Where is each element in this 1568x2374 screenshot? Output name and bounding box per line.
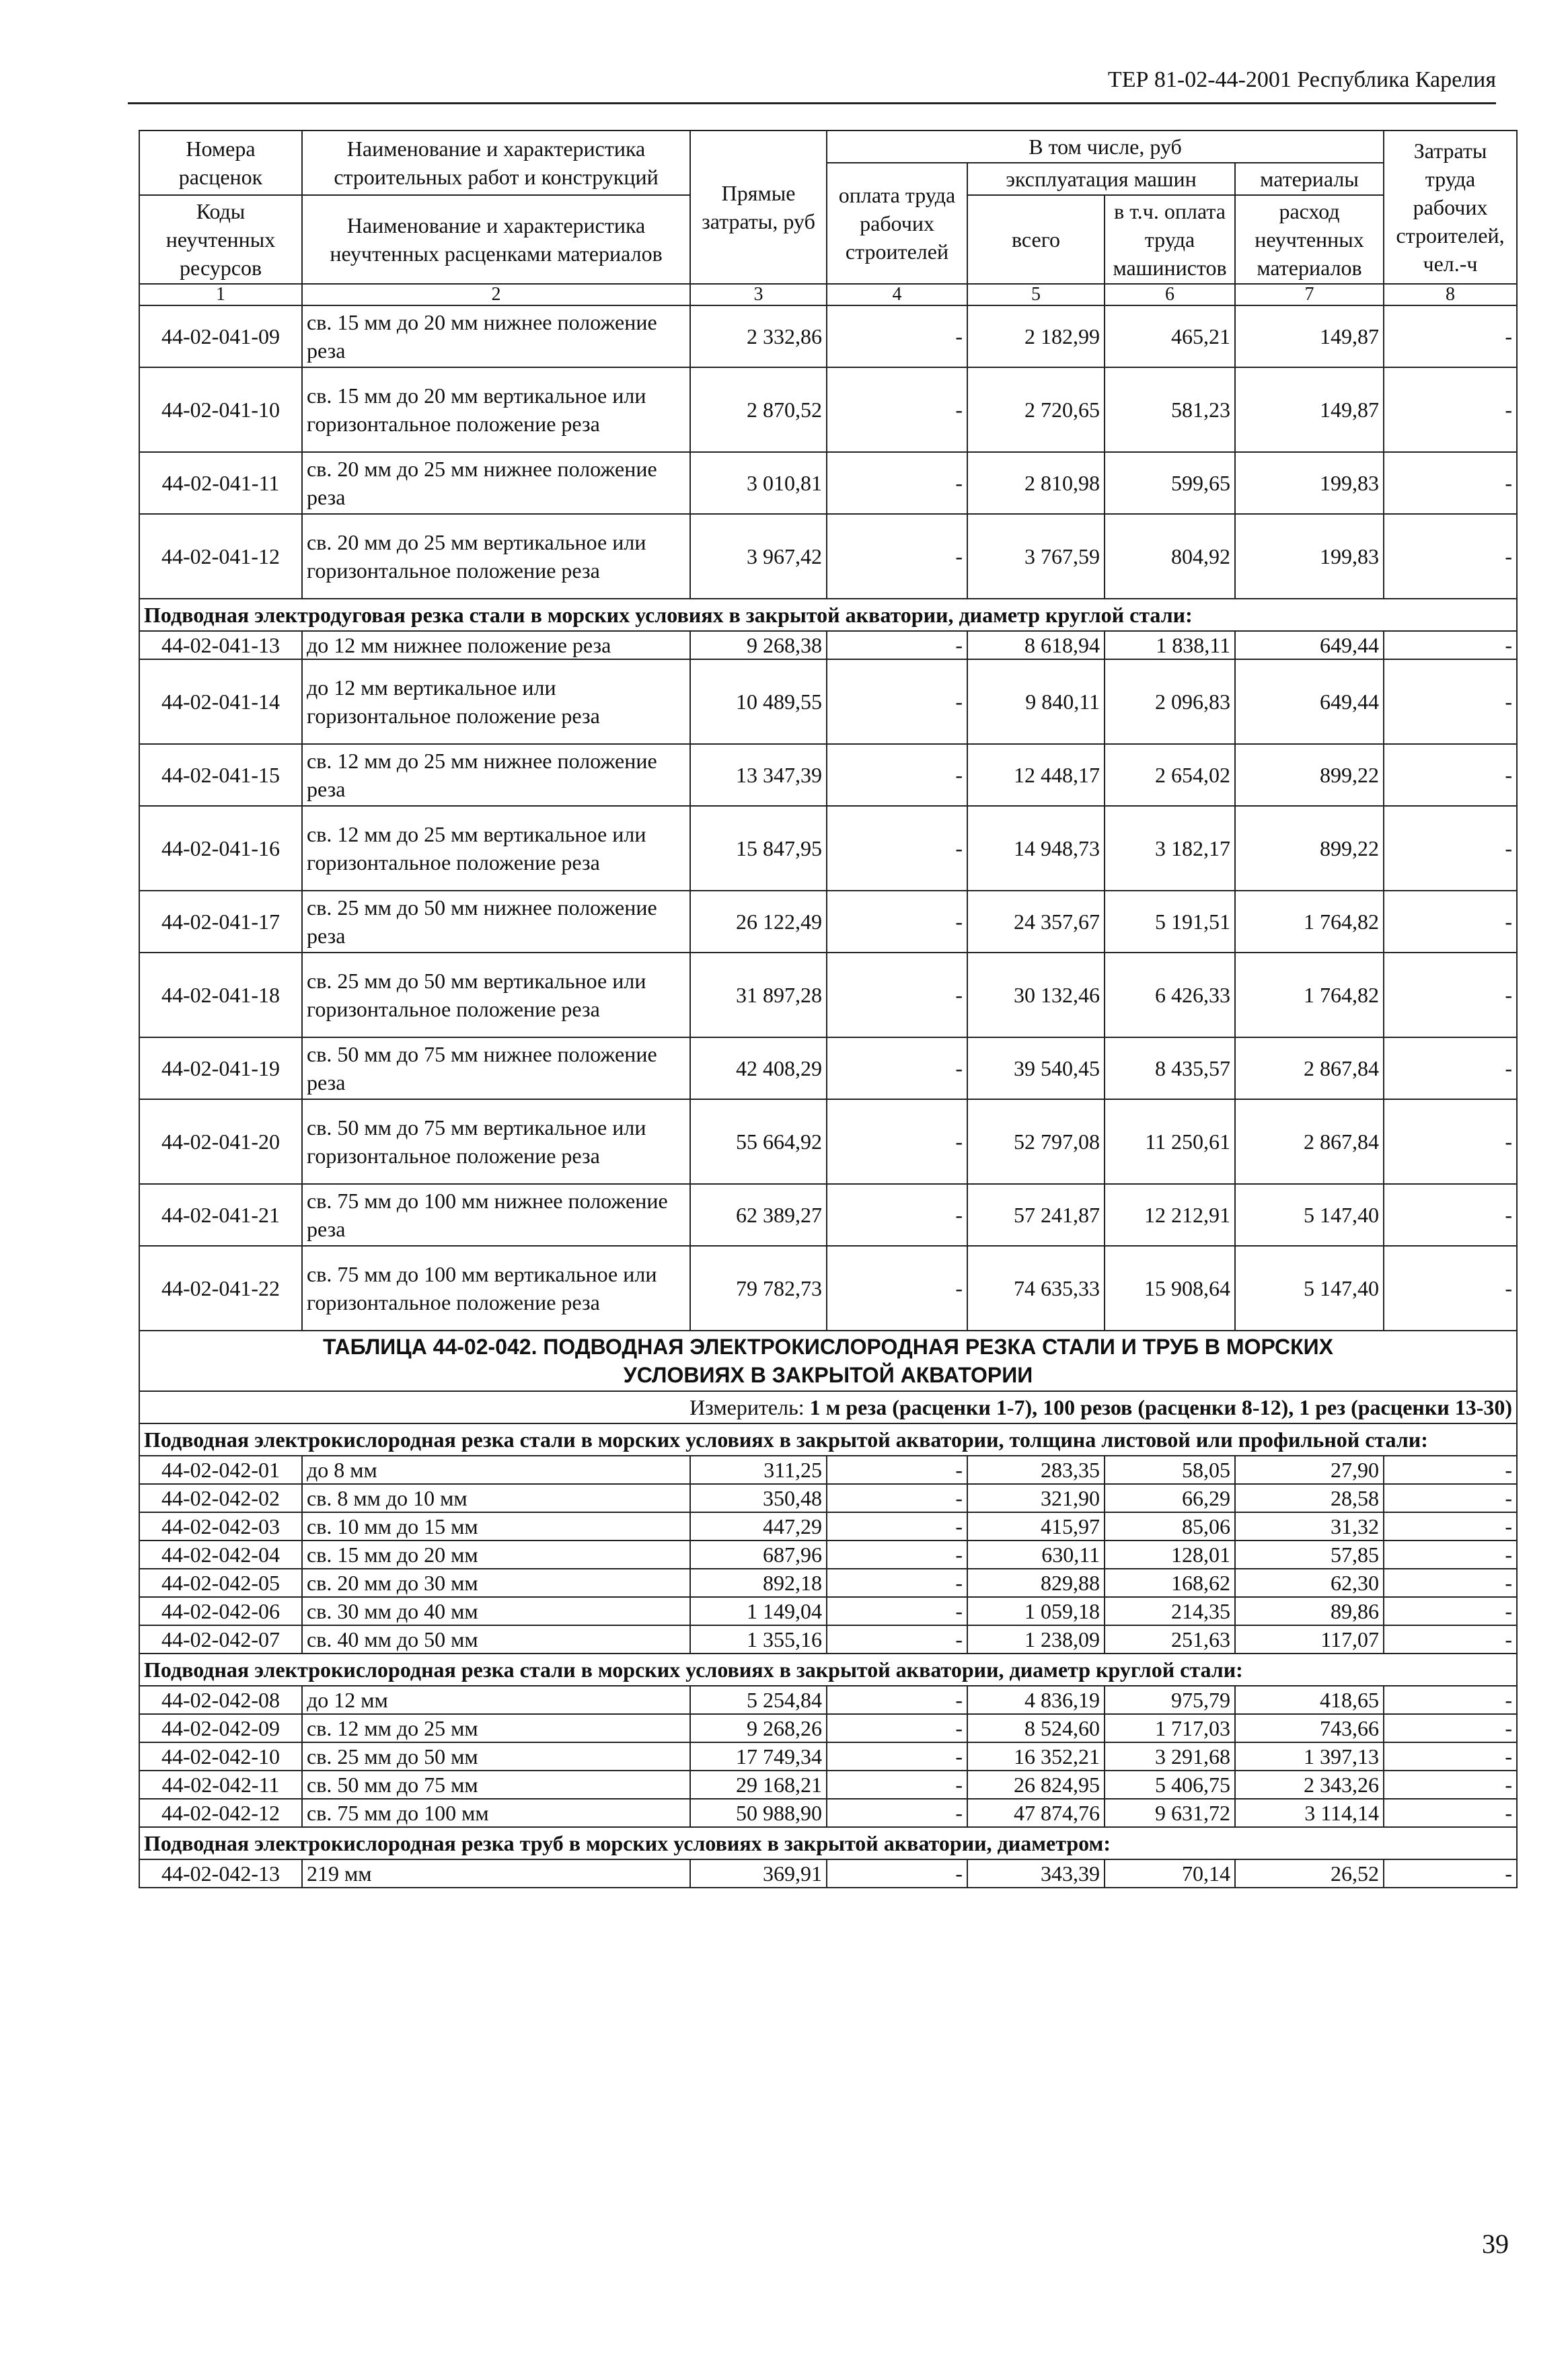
rate-code: 44-02-042-08: [139, 1686, 302, 1714]
direct-costs: 29 168,21: [690, 1771, 827, 1799]
table-row: [139, 1541, 1517, 1569]
header-rule: [128, 102, 1496, 104]
rate-code: 44-02-041-22: [139, 1246, 302, 1331]
col-header-operators-wages: в т.ч. оплата труда машинистов: [1105, 195, 1235, 284]
table-row: [139, 806, 1517, 891]
work-description: св. 75 мм до 100 мм нижнее положение реза: [302, 1184, 690, 1246]
table-title: [139, 1331, 1517, 1391]
labor-wages: -: [827, 806, 967, 891]
labor-hours: -: [1384, 1184, 1517, 1246]
work-description: св. 50 мм до 75 мм нижнее положение реза: [302, 1037, 690, 1099]
operator-wages: 70,14: [1105, 1859, 1235, 1888]
rate-code: 44-02-041-15: [139, 744, 302, 806]
direct-costs: 2 870,52: [690, 367, 827, 452]
col-number: 6: [1105, 284, 1235, 305]
table-row: [139, 367, 1517, 452]
col-header-in-total: В том числе, руб: [827, 131, 1384, 163]
col-header-labor-hours: Затраты труда рабочих строителей, чел.-ч: [1384, 131, 1517, 284]
direct-costs: 31 897,28: [690, 953, 827, 1037]
table-row: [139, 891, 1517, 953]
direct-costs: 17 749,34: [690, 1742, 827, 1771]
machine-costs: 47 874,76: [967, 1799, 1105, 1827]
table-row: [139, 1597, 1517, 1625]
operator-wages: 2 096,83: [1105, 659, 1235, 744]
material-costs: 899,22: [1235, 744, 1384, 806]
work-description: св. 25 мм до 50 мм вертикальное или горизонтальное положение реза: [302, 953, 690, 1037]
machine-costs: 3 767,59: [967, 514, 1105, 599]
material-costs: 2 867,84: [1235, 1099, 1384, 1184]
rate-code: 44-02-042-02: [139, 1484, 302, 1512]
rate-code: 44-02-042-11: [139, 1771, 302, 1799]
work-description: до 12 мм нижнее положение реза: [302, 631, 690, 659]
work-description: до 8 мм: [302, 1456, 690, 1484]
labor-hours: -: [1384, 1569, 1517, 1597]
table-row: [139, 1569, 1517, 1597]
table-row: [139, 631, 1517, 659]
material-costs: 27,90: [1235, 1456, 1384, 1484]
labor-wages: -: [827, 1184, 967, 1246]
col-number: 8: [1384, 284, 1517, 305]
machine-costs: 24 357,67: [967, 891, 1105, 953]
operator-wages: 8 435,57: [1105, 1037, 1235, 1099]
labor-hours: -: [1384, 1246, 1517, 1331]
direct-costs: 62 389,27: [690, 1184, 827, 1246]
col-number: 5: [967, 284, 1105, 305]
material-costs: 743,66: [1235, 1714, 1384, 1742]
labor-wages: -: [827, 1456, 967, 1484]
labor-hours: -: [1384, 1512, 1517, 1541]
rate-code: 44-02-041-20: [139, 1099, 302, 1184]
material-costs: 5 147,40: [1235, 1184, 1384, 1246]
operator-wages: 3 291,68: [1105, 1742, 1235, 1771]
labor-hours: -: [1384, 1037, 1517, 1099]
table-row: [139, 514, 1517, 599]
operator-wages: 251,63: [1105, 1625, 1235, 1654]
direct-costs: 5 254,84: [690, 1686, 827, 1714]
labor-wages: -: [827, 1625, 967, 1654]
material-costs: 117,07: [1235, 1625, 1384, 1654]
operator-wages: 804,92: [1105, 514, 1235, 599]
section-row: [139, 1423, 1517, 1456]
col-header-labor-wages: оплата труда рабочих строителей: [827, 163, 967, 284]
operator-wages: 465,21: [1105, 305, 1235, 367]
labor-wages: -: [827, 659, 967, 744]
col-header-materials: материалы: [1235, 163, 1384, 195]
direct-costs: 350,48: [690, 1484, 827, 1512]
direct-costs: 687,96: [690, 1541, 827, 1569]
table-row: [139, 1246, 1517, 1331]
material-costs: 199,83: [1235, 514, 1384, 599]
col-header-resource-code: Коды неучтенных ресурсов: [139, 195, 302, 284]
table-row: [139, 1859, 1517, 1888]
labor-wages: -: [827, 1799, 967, 1827]
table-row: [139, 953, 1517, 1037]
labor-hours: -: [1384, 1686, 1517, 1714]
rate-code: 44-02-042-05: [139, 1569, 302, 1597]
labor-wages: -: [827, 1859, 967, 1888]
machine-costs: 52 797,08: [967, 1099, 1105, 1184]
direct-costs: 9 268,26: [690, 1714, 827, 1742]
operator-wages: 214,35: [1105, 1597, 1235, 1625]
table-row: [139, 1686, 1517, 1714]
work-description: св. 30 мм до 40 мм: [302, 1597, 690, 1625]
labor-hours: -: [1384, 953, 1517, 1037]
material-costs: 149,87: [1235, 367, 1384, 452]
labor-wages: -: [827, 953, 967, 1037]
operator-wages: 12 212,91: [1105, 1184, 1235, 1246]
measure-value: 1 м реза (расценки 1-7), 100 резов (расценки 8-12), 1 рез (расценки 13-30): [809, 1395, 1513, 1419]
direct-costs: 3 010,81: [690, 452, 827, 514]
material-costs: 89,86: [1235, 1597, 1384, 1625]
operator-wages: 58,05: [1105, 1456, 1235, 1484]
work-description: св. 12 мм до 25 мм вертикальное или горизонтальное положение реза: [302, 806, 690, 891]
rate-code: 44-02-041-21: [139, 1184, 302, 1246]
measure-label: Измеритель:: [689, 1395, 810, 1419]
rate-code: 44-02-041-18: [139, 953, 302, 1037]
col-header-machines: эксплуатация машин: [967, 163, 1235, 195]
machine-costs: 1 238,09: [967, 1625, 1105, 1654]
direct-costs: 10 489,55: [690, 659, 827, 744]
material-costs: 649,44: [1235, 631, 1384, 659]
labor-wages: -: [827, 1597, 967, 1625]
material-costs: 899,22: [1235, 806, 1384, 891]
operator-wages: 1 838,11: [1105, 631, 1235, 659]
work-description: св. 75 мм до 100 мм: [302, 1799, 690, 1827]
section-heading: Подводная электрокислородная резка стали в морских условиях в закрытой акватории, толщина листовой или профильной стали:: [139, 1423, 1517, 1456]
col-header-material-name: Наименование и характеристика неучтенных расценками материалов: [302, 195, 690, 284]
col-header-code: Номера расценок: [139, 131, 302, 195]
col-header-direct-costs: Прямые затраты, руб: [690, 131, 827, 284]
direct-costs: 3 967,42: [690, 514, 827, 599]
machine-costs: 630,11: [967, 1541, 1105, 1569]
table-row: [139, 1037, 1517, 1099]
machine-costs: 283,35: [967, 1456, 1105, 1484]
labor-wages: -: [827, 1037, 967, 1099]
operator-wages: 11 250,61: [1105, 1099, 1235, 1184]
machine-costs: 16 352,21: [967, 1742, 1105, 1771]
labor-hours: -: [1384, 452, 1517, 514]
rate-code: 44-02-041-10: [139, 367, 302, 452]
direct-costs: 42 408,29: [690, 1037, 827, 1099]
operator-wages: 599,65: [1105, 452, 1235, 514]
rate-code: 44-02-042-13: [139, 1859, 302, 1888]
labor-wages: -: [827, 1742, 967, 1771]
page-number: 39: [1482, 2229, 1509, 2259]
work-description: до 12 мм вертикальное или горизонтальное положение реза: [302, 659, 690, 744]
operator-wages: 3 182,17: [1105, 806, 1235, 891]
labor-wages: -: [827, 452, 967, 514]
machine-costs: 1 059,18: [967, 1597, 1105, 1625]
material-costs: 199,83: [1235, 452, 1384, 514]
machine-costs: 829,88: [967, 1569, 1105, 1597]
operator-wages: 581,23: [1105, 367, 1235, 452]
work-description: св. 25 мм до 50 мм: [302, 1742, 690, 1771]
table-row: [139, 1484, 1517, 1512]
rate-code: 44-02-041-09: [139, 305, 302, 367]
operator-wages: 1 717,03: [1105, 1714, 1235, 1742]
work-description: св. 12 мм до 25 мм: [302, 1714, 690, 1742]
labor-hours: -: [1384, 891, 1517, 953]
machine-costs: 415,97: [967, 1512, 1105, 1541]
direct-costs: 55 664,92: [690, 1099, 827, 1184]
operator-wages: 15 908,64: [1105, 1246, 1235, 1331]
rate-code: 44-02-041-12: [139, 514, 302, 599]
labor-hours: -: [1384, 1771, 1517, 1799]
section-heading: Подводная электрокислородная резка стали в морских условиях в закрытой акватории, диаметр круглой стали:: [139, 1654, 1517, 1686]
table-row: [139, 305, 1517, 367]
direct-costs: 311,25: [690, 1456, 827, 1484]
machine-costs: 2 810,98: [967, 452, 1105, 514]
material-costs: 1 764,82: [1235, 953, 1384, 1037]
material-costs: 5 147,40: [1235, 1246, 1384, 1331]
labor-hours: -: [1384, 1597, 1517, 1625]
work-description: св. 15 мм до 20 мм нижнее положение реза: [302, 305, 690, 367]
material-costs: 649,44: [1235, 659, 1384, 744]
work-description: 219 мм: [302, 1859, 690, 1888]
section-heading: Подводная электрокислородная резка труб в морских условиях в закрытой акватории, диаметром:: [139, 1827, 1517, 1859]
col-header-work-name: Наименование и характеристика строительных работ и конструкций: [302, 131, 690, 195]
machine-costs: 343,39: [967, 1859, 1105, 1888]
rate-code: 44-02-042-07: [139, 1625, 302, 1654]
direct-costs: 15 847,95: [690, 806, 827, 891]
section-row: [139, 599, 1517, 631]
rate-code: 44-02-042-04: [139, 1541, 302, 1569]
work-description: св. 10 мм до 15 мм: [302, 1512, 690, 1541]
machine-costs: 74 635,33: [967, 1246, 1105, 1331]
machine-costs: 2 182,99: [967, 305, 1105, 367]
work-description: св. 20 мм до 30 мм: [302, 1569, 690, 1597]
rate-code: 44-02-042-12: [139, 1799, 302, 1827]
work-description: до 12 мм: [302, 1686, 690, 1714]
table-row: [139, 1512, 1517, 1541]
labor-wages: -: [827, 1569, 967, 1597]
operator-wages: 975,79: [1105, 1686, 1235, 1714]
direct-costs: 13 347,39: [690, 744, 827, 806]
table-row: [139, 659, 1517, 744]
material-costs: 28,58: [1235, 1484, 1384, 1512]
col-header-machines-total: всего: [967, 195, 1105, 284]
material-costs: 2 343,26: [1235, 1771, 1384, 1799]
labor-hours: -: [1384, 1099, 1517, 1184]
measure-line: [139, 1391, 1517, 1423]
table-row: [139, 1771, 1517, 1799]
operator-wages: 2 654,02: [1105, 744, 1235, 806]
material-costs: 1 397,13: [1235, 1742, 1384, 1771]
direct-costs: 892,18: [690, 1569, 827, 1597]
col-header-material-usage: расход неучтенных материалов: [1235, 195, 1384, 284]
table-title-line: УСЛОВИЯХ В ЗАКРЫТОЙ АКВАТОРИИ: [623, 1363, 1033, 1387]
labor-wages: -: [827, 1541, 967, 1569]
work-description: св. 50 мм до 75 мм вертикальное или горизонтальное положение реза: [302, 1099, 690, 1184]
material-costs: 3 114,14: [1235, 1799, 1384, 1827]
table-row: [139, 1099, 1517, 1184]
work-description: св. 40 мм до 50 мм: [302, 1625, 690, 1654]
material-costs: 418,65: [1235, 1686, 1384, 1714]
col-number: 3: [690, 284, 827, 305]
labor-hours: -: [1384, 1484, 1517, 1512]
table-row: [139, 1742, 1517, 1771]
labor-hours: -: [1384, 659, 1517, 744]
labor-hours: -: [1384, 305, 1517, 367]
table-row: [139, 1799, 1517, 1827]
labor-wages: -: [827, 1686, 967, 1714]
col-number: 7: [1235, 284, 1384, 305]
machine-costs: 12 448,17: [967, 744, 1105, 806]
material-costs: 2 867,84: [1235, 1037, 1384, 1099]
labor-hours: -: [1384, 514, 1517, 599]
machine-costs: 26 824,95: [967, 1771, 1105, 1799]
direct-costs: 447,29: [690, 1512, 827, 1541]
col-number: 1: [139, 284, 302, 305]
section-heading: Подводная электродуговая резка стали в морских условиях в закрытой акватории, диаметр круглой стали:: [139, 599, 1517, 631]
labor-wages: -: [827, 1771, 967, 1799]
labor-hours: -: [1384, 744, 1517, 806]
material-costs: 31,32: [1235, 1512, 1384, 1541]
rate-code: 44-02-041-16: [139, 806, 302, 891]
section-row: [139, 1827, 1517, 1859]
work-description: св. 8 мм до 10 мм: [302, 1484, 690, 1512]
operator-wages: 168,62: [1105, 1569, 1235, 1597]
table-row: [139, 1714, 1517, 1742]
direct-costs: 9 268,38: [690, 631, 827, 659]
labor-wages: -: [827, 305, 967, 367]
labor-hours: -: [1384, 1714, 1517, 1742]
direct-costs: 2 332,86: [690, 305, 827, 367]
labor-wages: -: [827, 1484, 967, 1512]
labor-wages: -: [827, 1512, 967, 1541]
machine-costs: 8 524,60: [967, 1714, 1105, 1742]
direct-costs: 50 988,90: [690, 1799, 827, 1827]
operator-wages: 6 426,33: [1105, 953, 1235, 1037]
operator-wages: 128,01: [1105, 1541, 1235, 1569]
material-costs: 26,52: [1235, 1859, 1384, 1888]
work-description: св. 12 мм до 25 мм нижнее положение реза: [302, 744, 690, 806]
labor-hours: -: [1384, 1742, 1517, 1771]
direct-costs: 26 122,49: [690, 891, 827, 953]
machine-costs: 30 132,46: [967, 953, 1105, 1037]
work-description: св. 20 мм до 25 мм нижнее положение реза: [302, 452, 690, 514]
work-description: св. 15 мм до 20 мм: [302, 1541, 690, 1569]
rate-code: 44-02-041-17: [139, 891, 302, 953]
direct-costs: 369,91: [690, 1859, 827, 1888]
operator-wages: 85,06: [1105, 1512, 1235, 1541]
labor-hours: -: [1384, 1456, 1517, 1484]
rate-code: 44-02-041-19: [139, 1037, 302, 1099]
material-costs: 57,85: [1235, 1541, 1384, 1569]
rate-code: 44-02-041-14: [139, 659, 302, 744]
labor-hours: -: [1384, 367, 1517, 452]
table-row: [139, 744, 1517, 806]
labor-hours: -: [1384, 806, 1517, 891]
direct-costs: 1 355,16: [690, 1625, 827, 1654]
col-number: 2: [302, 284, 690, 305]
rate-code: 44-02-041-13: [139, 631, 302, 659]
operator-wages: 9 631,72: [1105, 1799, 1235, 1827]
labor-wages: -: [827, 744, 967, 806]
table-title-line: ТАБЛИЦА 44-02-042. ПОДВОДНАЯ ЭЛЕКТРОКИСЛОРОДНАЯ РЕЗКА СТАЛИ И ТРУБ В МОРСКИХ: [323, 1335, 1333, 1359]
machine-costs: 2 720,65: [967, 367, 1105, 452]
running-header: ТЕР 81-02-44-2001 Республика Карелия: [1107, 67, 1496, 92]
operator-wages: 66,29: [1105, 1484, 1235, 1512]
labor-wages: -: [827, 367, 967, 452]
machine-costs: 57 241,87: [967, 1184, 1105, 1246]
operator-wages: 5 406,75: [1105, 1771, 1235, 1799]
direct-costs: 79 782,73: [690, 1246, 827, 1331]
material-costs: 1 764,82: [1235, 891, 1384, 953]
machine-costs: 39 540,45: [967, 1037, 1105, 1099]
material-costs: 149,87: [1235, 305, 1384, 367]
work-description: св. 20 мм до 25 мм вертикальное или горизонтальное положение реза: [302, 514, 690, 599]
rates-table: [139, 130, 1518, 1888]
labor-hours: -: [1384, 1541, 1517, 1569]
work-description: св. 75 мм до 100 мм вертикальное или горизонтальное положение реза: [302, 1246, 690, 1331]
labor-wages: -: [827, 514, 967, 599]
labor-wages: -: [827, 1099, 967, 1184]
machine-costs: 8 618,94: [967, 631, 1105, 659]
direct-costs: 1 149,04: [690, 1597, 827, 1625]
machine-costs: 14 948,73: [967, 806, 1105, 891]
work-description: св. 15 мм до 20 мм вертикальное или горизонтальное положение реза: [302, 367, 690, 452]
machine-costs: 321,90: [967, 1484, 1105, 1512]
work-description: св. 25 мм до 50 мм нижнее положение реза: [302, 891, 690, 953]
labor-hours: -: [1384, 1859, 1517, 1888]
labor-wages: -: [827, 891, 967, 953]
labor-hours: -: [1384, 1625, 1517, 1654]
labor-wages: -: [827, 1246, 967, 1331]
rate-code: 44-02-041-11: [139, 452, 302, 514]
machine-costs: 9 840,11: [967, 659, 1105, 744]
machine-costs: 4 836,19: [967, 1686, 1105, 1714]
rate-code: 44-02-042-09: [139, 1714, 302, 1742]
labor-hours: -: [1384, 1799, 1517, 1827]
table-row: [139, 1456, 1517, 1484]
material-costs: 62,30: [1235, 1569, 1384, 1597]
labor-hours: -: [1384, 631, 1517, 659]
table-row: [139, 1184, 1517, 1246]
table-row: [139, 452, 1517, 514]
labor-wages: -: [827, 1714, 967, 1742]
rate-code: 44-02-042-06: [139, 1597, 302, 1625]
labor-wages: -: [827, 631, 967, 659]
rate-code: 44-02-042-01: [139, 1456, 302, 1484]
section-row: [139, 1654, 1517, 1686]
work-description: св. 50 мм до 75 мм: [302, 1771, 690, 1799]
rate-code: 44-02-042-03: [139, 1512, 302, 1541]
rate-code: 44-02-042-10: [139, 1742, 302, 1771]
table-row: [139, 1625, 1517, 1654]
col-number: 4: [827, 284, 967, 305]
operator-wages: 5 191,51: [1105, 891, 1235, 953]
